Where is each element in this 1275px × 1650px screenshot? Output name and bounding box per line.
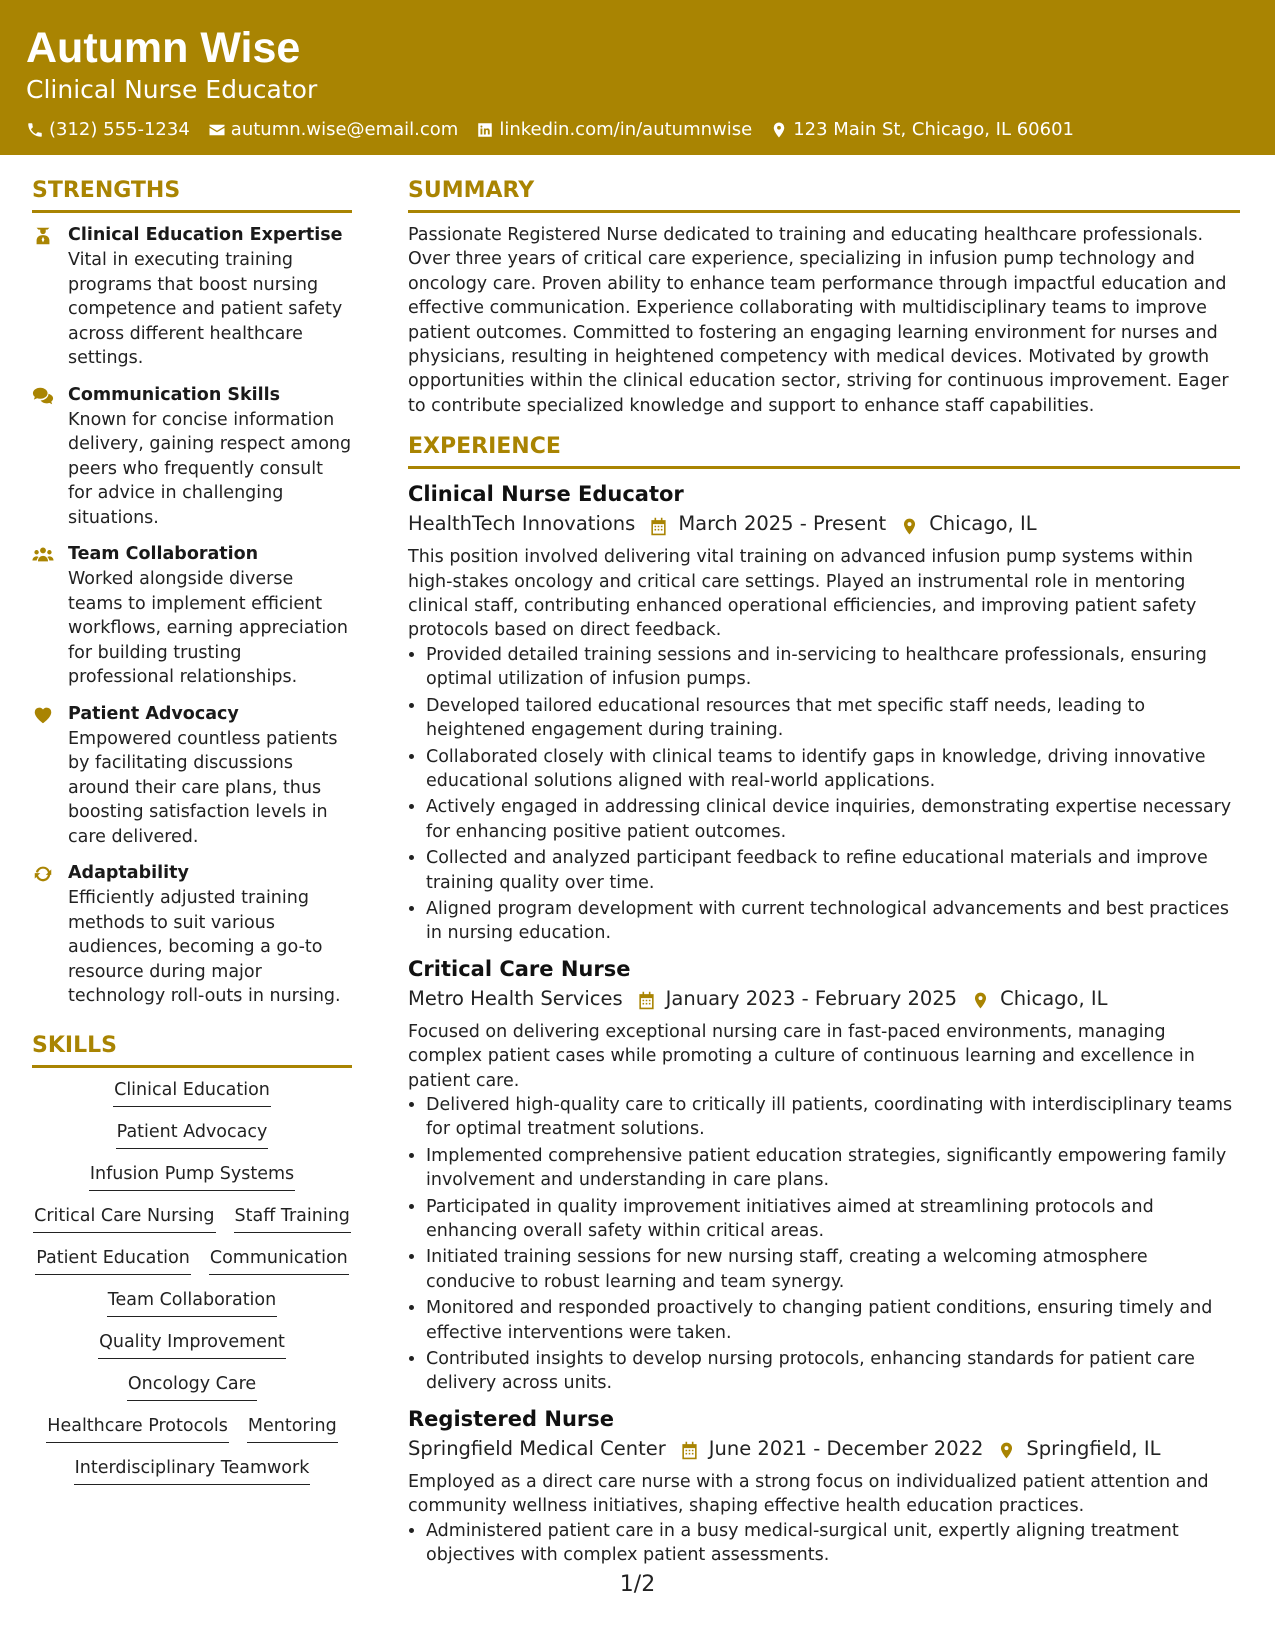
strength-desc: Efficiently adjusted training methods to suit various audiences, becoming a go-to resource during major technology roll-outs in nursing. [68,888,341,1006]
strength-title: Adaptability [68,863,189,883]
skill-tag: Staff Training [234,1204,351,1233]
bullet-item: • Contributed insights to develop nursing protocols, enhancing standards for patient care delivery across units. [426,1347,1240,1396]
strength-desc: Empowered countless patients by facilitating discussions around their care plans, thus boosting satisfaction levels in care delivered. [68,728,338,847]
job-title: Critical Care Nurse [408,956,631,981]
job-company: Metro Health Services [408,986,623,1010]
envelope-icon [208,121,226,139]
job-description: Focused on delivering exceptional nursing care in fast-paced environments, managing complex patient cases while promoting a culture of continuous learning and excellence in patient care. [408,1021,1195,1091]
bullet-item: • Aligned program development with current technological advancements and best practices in nursing education. [426,897,1240,946]
job-dates: March 2025 - Present [678,512,887,536]
contact-bar [26,118,1249,142]
strengths-list [32,223,352,1009]
job-meta [408,509,1240,539]
strength-title: Communication Skills [68,384,281,405]
job-location: Chicago, IL [929,512,1037,536]
users-icon [32,544,54,566]
bullet-item: • Collected and analyzed participant feedback to refine educational materials and improve training quality over time. [426,846,1240,895]
bullet-item: • Actively engaged in addressing clinical device inquiries, demonstrating expertise necessary for enhancing positive patient outcomes. [426,795,1240,844]
calendar-icon [680,1441,699,1460]
right-column [408,176,1240,1569]
strength-item [32,861,352,1009]
address-text: 123 Main St, Chicago, IL 60601 [793,119,1074,140]
job-company: HealthTech Innovations [408,512,636,536]
contact-address [770,118,1074,142]
map-marker-icon [997,1441,1016,1460]
skill-tag: Critical Care Nursing [33,1204,215,1233]
job-company: Springfield Medical Center [408,1436,666,1460]
bullet-item: • Collaborated closely with clinical teams to identify gaps in knowledge, driving innovative educational solutions aligned with real-world applications. [426,745,1240,794]
strength-desc: Known for concise information delivery, gaining respect among peers who frequently consult for advice in challenging situations. [68,409,352,528]
job-dates: January 2023 - February 2025 [665,986,958,1010]
strength-item [32,542,352,690]
job-meta [408,1434,1240,1464]
graduate-icon [32,225,54,247]
job-description: Employed as a direct care nurse with a strong focus on individualized patient attention and community wellness initiatives, shaping effective health education practices. [408,1471,1209,1517]
strength-title: Patient Advocacy [68,703,239,724]
job-entry [408,1404,1240,1568]
contact-phone[interactable] [26,118,190,142]
calendar-icon [649,517,668,536]
skill-tag: Interdisciplinary Teamwork [74,1456,311,1485]
bullet-item: • Initiated training sessions for new nursing staff, creating a welcoming atmosphere conducive to robust learning and team synergy. [426,1245,1240,1294]
job-entry [408,954,1240,1396]
strength-item [32,702,352,850]
strength-item [32,383,352,531]
map-marker-icon [971,991,990,1010]
linkedin-icon [476,121,494,139]
bullet-item: • Developed tailored educational resources that met specific staff needs, leading to heightened engagement during training. [426,694,1240,743]
calendar-icon [637,991,656,1010]
bullet-item: • Delivered high-quality care to critically ill patients, coordinating with interdisciplinary teams for optimal treatment solutions. [426,1093,1240,1142]
map-marker-icon [770,121,788,139]
skill-tag: Patient Advocacy [116,1120,269,1149]
summary-text: Passionate Registered Nurse dedicated to training and educating healthcare professionals. Over three years of critical care experience, specializing in infusion pump technology and oncology care. Proven ability to enhance team performance through impactful education and effective communication. Experience collaborating with multidisciplinary teams to improve patient outcomes. Committed to fostering an engaging learning environment for nurses and physicians, resulting in heightened competency with medical devices. Motivated by growth opportunities within the clinical education sector, striving for continuous improvement. Eager to contribute specialized knowledge and support to enhance staff capabilities. [408,225,1229,416]
job-location: Chicago, IL [1000,986,1108,1010]
job-dates: June 2021 - December 2022 [708,1436,984,1460]
job-meta [408,984,1240,1014]
strength-desc: Vital in executing training programs that boost nursing competence and patient safety across different healthcare settings. [68,250,343,368]
skill-tag: Team Collaboration [107,1288,277,1317]
job-location: Springfield, IL [1026,1436,1161,1460]
strength-title: Team Collaboration [68,544,259,564]
bullet-item: • Implemented comprehensive patient education strategies, significantly empowering family involvement and understanding in care plans. [426,1144,1240,1193]
comments-icon [32,385,54,407]
job-bullets [408,1093,1240,1396]
map-marker-icon [900,517,919,536]
contact-email[interactable] [208,118,459,142]
skills-list [32,1078,352,1485]
phone-text: (312) 555-1234 [49,119,190,140]
skill-tag: Infusion Pump Systems [89,1162,295,1191]
experience-heading: EXPERIENCE [408,432,1240,469]
bullet-item: • Administered patient care in a busy medical-surgical unit, expertly aligning treatment objectives with complex patient assessments. [426,1519,1240,1568]
skill-tag: Mentoring [247,1414,338,1443]
summary-heading: SUMMARY [408,176,1240,213]
phone-icon [26,121,44,139]
skill-tag: Clinical Education [113,1078,271,1107]
strengths-heading: STRENGTHS [32,176,352,213]
skill-tag: Healthcare Protocols [46,1414,229,1443]
job-bullets [408,643,1240,946]
bullet-item: • Provided detailed training sessions and in-servicing to healthcare professionals, ensuring optimal utilization of infusion pumps. [426,643,1240,692]
contact-linkedin[interactable] [476,118,752,142]
page-number: 1/2 [619,1572,656,1597]
strength-title: Clinical Education Expertise [68,225,343,245]
bullet-item: • Monitored and responded proactively to changing patient conditions, ensuring timely and effective interventions were taken. [426,1296,1240,1345]
skill-tag: Oncology Care [127,1372,257,1401]
linkedin-text: linkedin.com/in/autumnwise [499,119,753,140]
bullet-item: • Participated in quality improvement initiatives aimed at streamlining protocols and enhancing overall safety within critical areas. [426,1195,1240,1244]
skills-heading: SKILLS [32,1031,352,1068]
skill-tag: Quality Improvement [98,1330,286,1359]
job-entry [408,479,1240,946]
candidate-name: Autumn Wise [26,24,301,72]
skill-tag: Patient Education [35,1246,191,1275]
strength-item [32,223,352,371]
skill-tag: Communication [209,1246,349,1275]
left-column [32,176,352,1485]
email-text: autumn.wise@email.com [230,119,459,140]
sync-icon [32,863,54,885]
heart-icon [32,704,54,726]
job-description: This position involved delivering vital training on advanced infusion pump systems within high-stakes oncology and critical care settings. Played an instrumental role in mentoring clinical staff, contributing enhanced operational efficiencies, and improving patient safety protocols based on direct feedback. [408,547,1197,641]
candidate-title: Clinical Nurse Educator [26,75,318,104]
job-title: Registered Nurse [408,1406,614,1431]
strength-desc: Worked alongside diverse teams to implement efficient workflows, earning appreciation for building trusting professional relationships. [68,569,348,687]
resume-header [0,0,1275,155]
job-bullets [408,1519,1240,1568]
job-title: Clinical Nurse Educator [408,482,684,507]
